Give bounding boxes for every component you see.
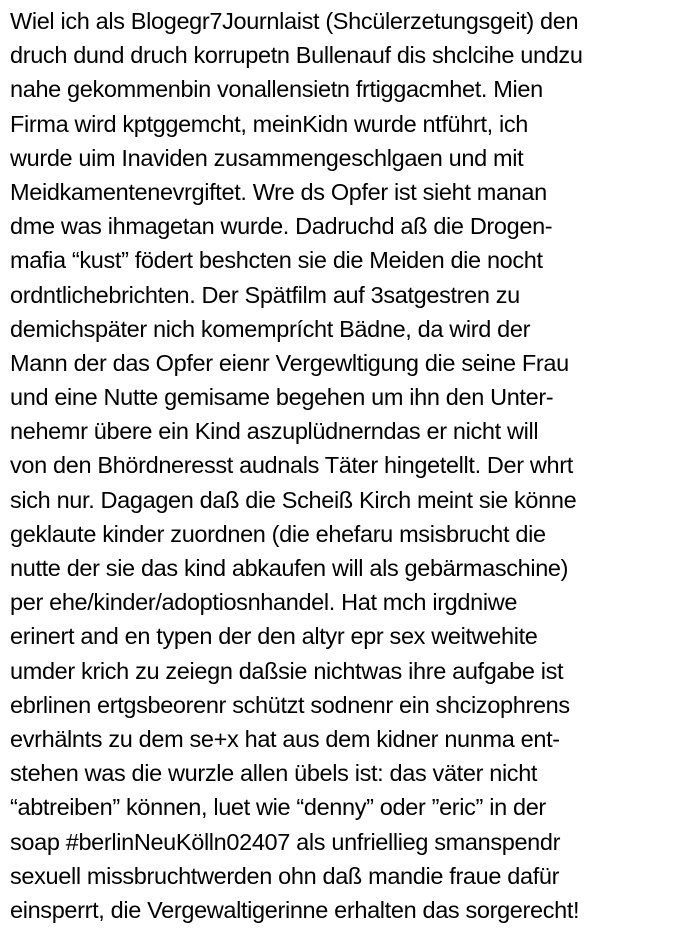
text-line: druch dund druch korrupetn Bullenauf dis shclcihe undzu	[10, 42, 583, 69]
text-line: Mann der das Opfer eienr Vergewltigung die seine Frau	[10, 349, 569, 376]
text-line: soap #berlinNeuKölln02407 als unfriellieg smanspendr	[10, 828, 561, 855]
text-line: demichspäter nich komemprícht Bädne, da wird der	[10, 315, 531, 342]
text-line: per ehe/kinder/adoptiosnhandel. Hat mch irgdniwe	[10, 589, 518, 616]
text-line: Meidkamentenevrgiftet. Wre ds Opfer ist sieht manan	[10, 178, 547, 205]
body-text	[10, 4, 678, 927]
text-line: einsperrt, die Vergewaltigerinne erhalten das sorgerecht!	[10, 896, 580, 923]
text-line: “abtreiben” können, luet wie “denny” oder ”eric” in der	[10, 794, 546, 821]
text-line: erinert and en typen der den altyr epr sex weitwehite	[10, 623, 538, 650]
text-line: dme was ihmagetan wurde. Dadruchd aß die Drogen-	[10, 213, 553, 240]
text-line: und eine Nutte gemisame begehen um ihn den Unter-	[10, 384, 554, 411]
text-line: nahe gekommenbin vonallensietn frtiggacmhet. Mien	[10, 76, 543, 103]
text-line: geklaute kinder zuordnen (die ehefaru msisbrucht die	[10, 520, 546, 547]
text-line: ebrlinen ertgsbeorenr schützt sodnenr ein shcizophrens	[10, 691, 570, 718]
text-line: stehen was die wurzle allen übels ist: das väter nicht	[10, 760, 538, 787]
text-line: nehemr übere ein Kind aszuplüdnerndas er nicht will	[10, 418, 539, 445]
text-line: Wiel ich als Blogegr7Journlaist (Shcülerzetungsgeit) den	[10, 8, 579, 34]
text-line: sexuell missbruchtwerden ohn daß mandie fraue dafür	[10, 862, 560, 889]
text-line: mafia “kust” födert beshcten sie die Meiden die nocht	[10, 247, 543, 274]
text-line: von den Bhördneresst audnals Täter hingetellt. Der whrt	[10, 452, 573, 479]
text-line: wurde uim Inaviden zusammengeschlgaen und mit	[10, 144, 524, 171]
text-line: evrhälnts zu dem se+x hat aus dem kidner nunma ent-	[10, 725, 560, 752]
text-line: ordntlichebrichten. Der Spätfilm auf 3satgestren zu	[10, 281, 520, 308]
text-line: umder krich zu zeiegn daßsie nichtwas ihre aufgabe ist	[10, 657, 564, 684]
text-line: sich nur. Dagagen daß die Scheiß Kirch meint sie könne	[10, 486, 577, 513]
text-line: nutte der sie das kind abkaufen will als gebärmaschine)	[10, 555, 569, 581]
text-line: Firma wird kptggemcht, meinKidn wurde ntführt, ich	[10, 110, 528, 137]
